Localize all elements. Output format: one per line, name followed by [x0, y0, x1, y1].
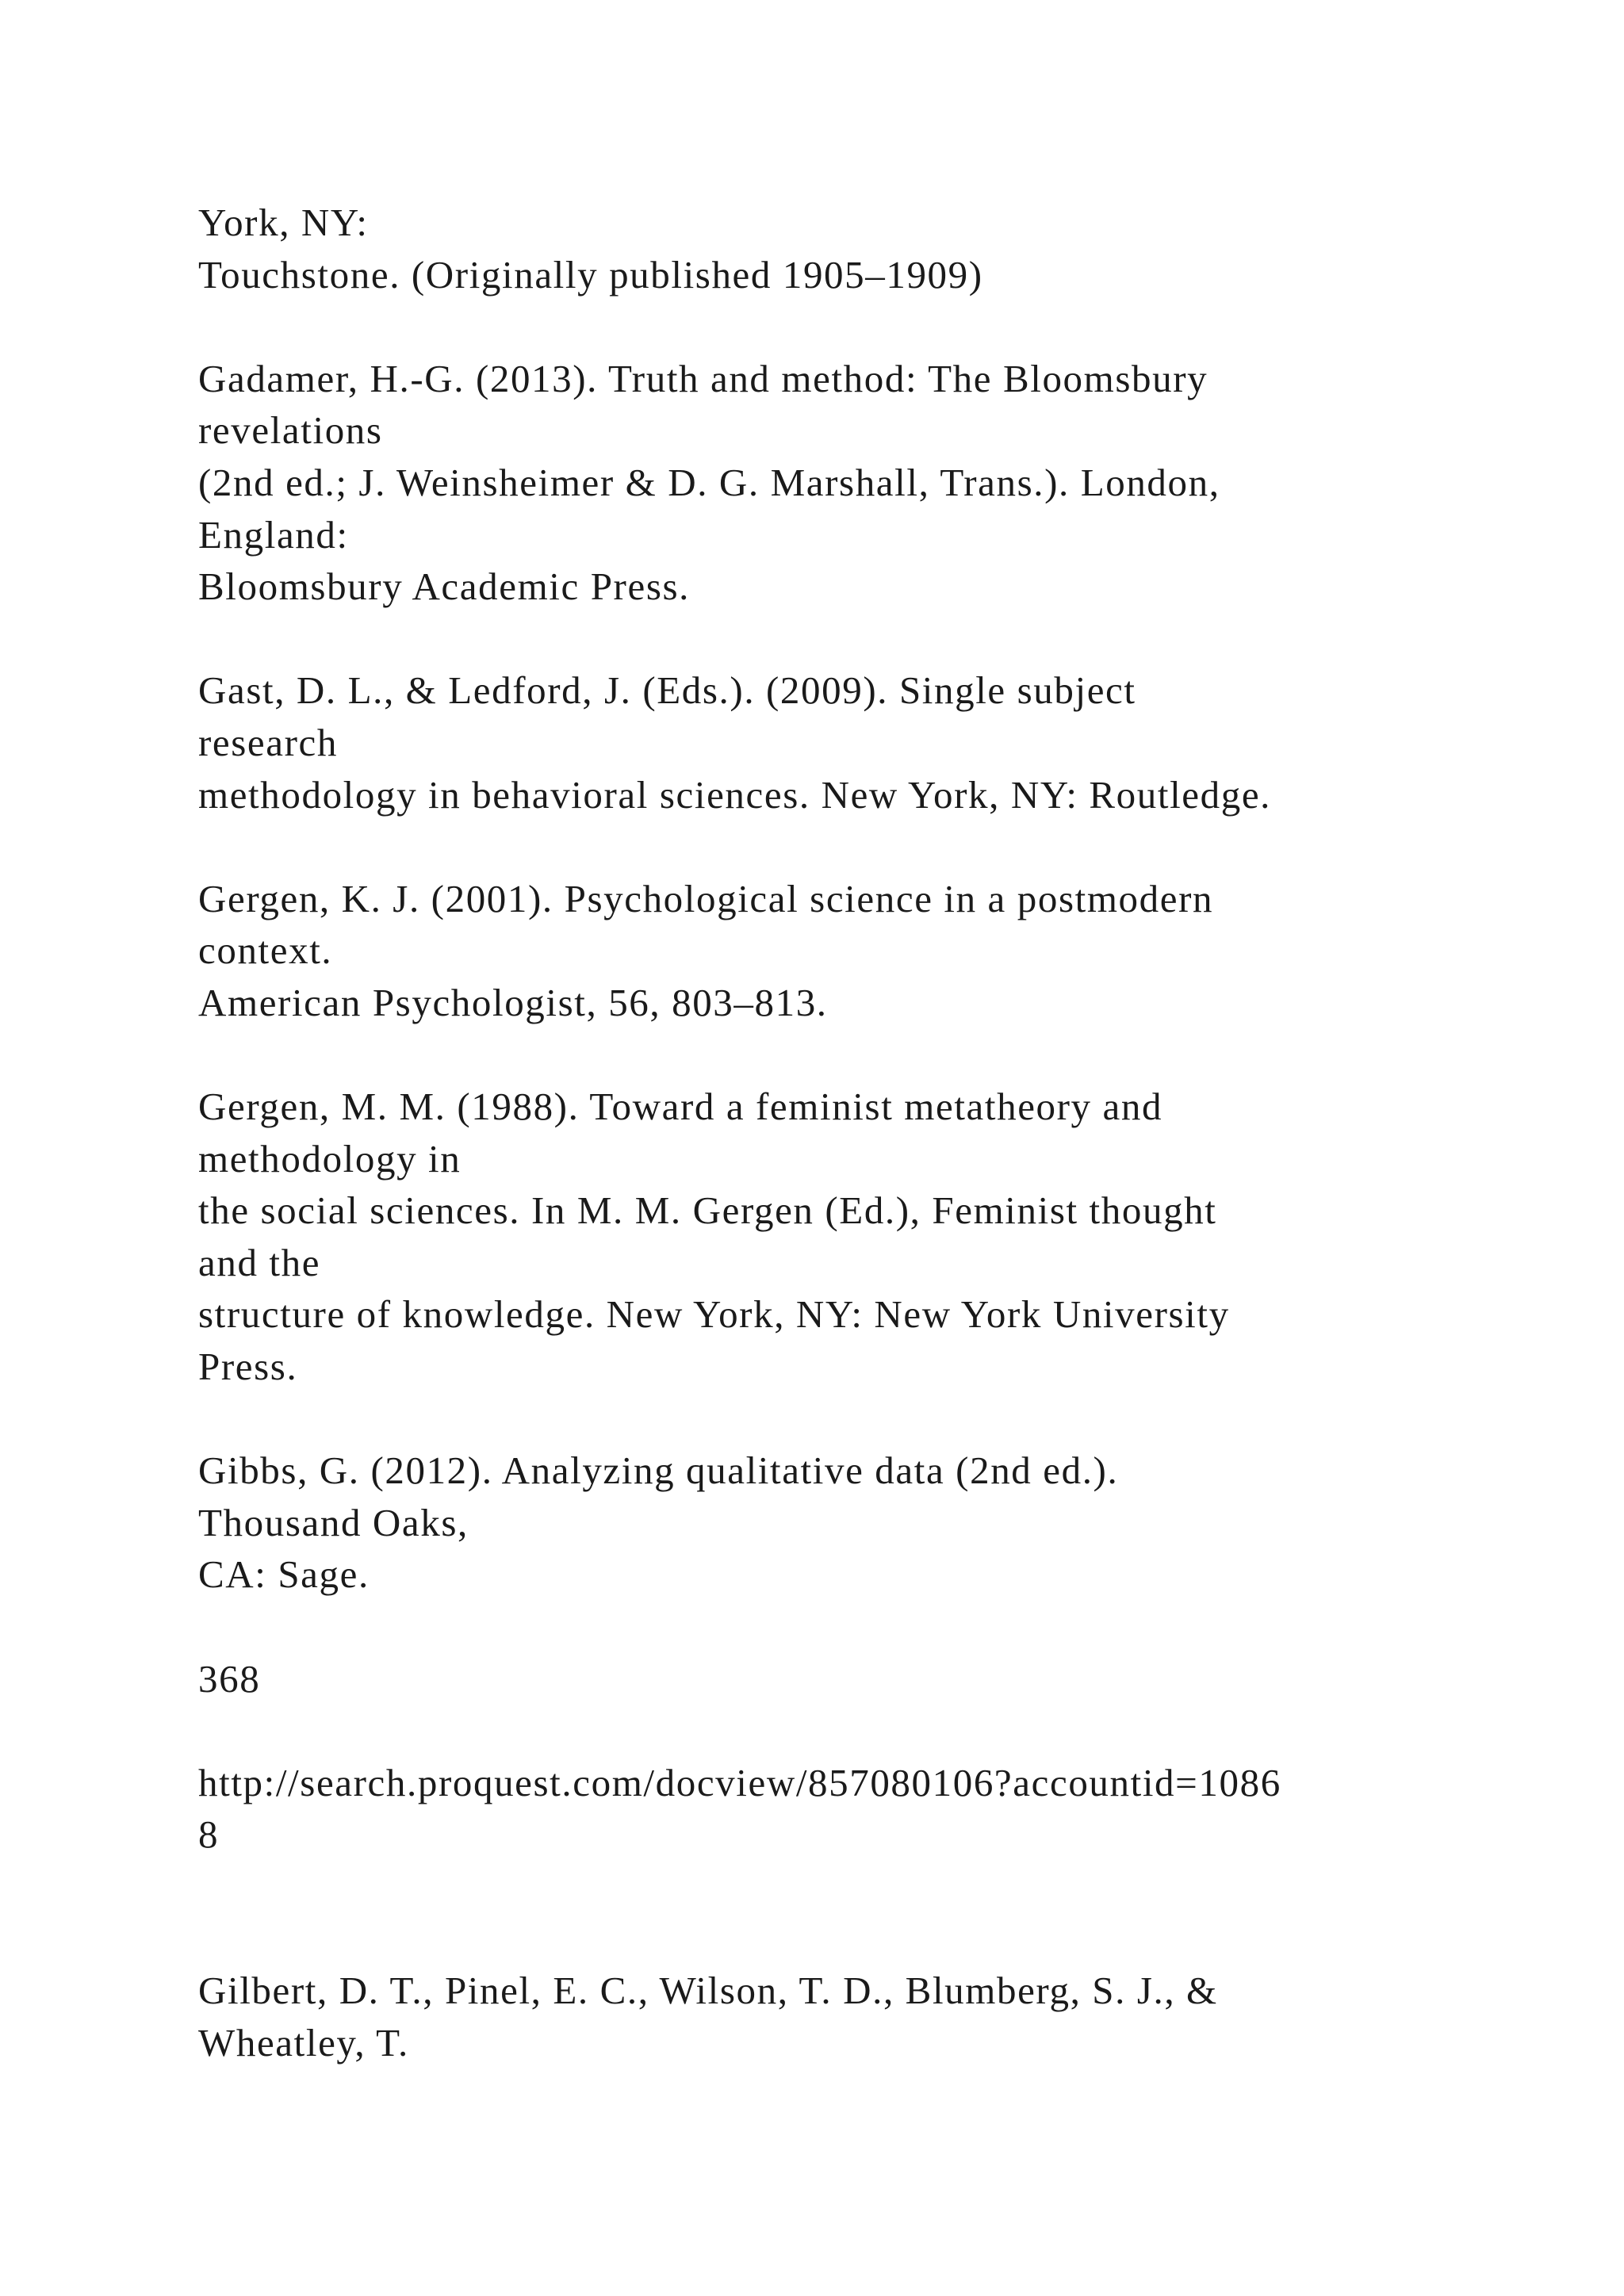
document-page [198, 197, 1546, 2068]
text-line: research [198, 720, 338, 764]
text-block [198, 1757, 1546, 1861]
text-line: CA: Sage. [198, 1552, 370, 1597]
blank-line [198, 1705, 1546, 1757]
blank-line [198, 1913, 1546, 1965]
text-line: Touchstone. (Originally published 1905–1909) [198, 252, 983, 297]
text-line: structure of knowledge. New York, NY: New York University [198, 1292, 1230, 1337]
text-block [198, 873, 1546, 1029]
text-line: (2nd ed.; J. Weinsheimer & D. G. Marshall, Trans.). London, [198, 460, 1220, 504]
text-line: revelations [198, 408, 383, 453]
text-block [198, 353, 1546, 613]
text-block [198, 1965, 1546, 2068]
text-block [198, 197, 1546, 300]
text-block [198, 1653, 1546, 1705]
text-line: 8 [198, 1812, 220, 1857]
text-block [198, 1081, 1546, 1393]
text-line: Gibbs, G. (2012). Analyzing qualitative data (2nd ed.). [198, 1448, 1119, 1493]
blank-line [198, 1861, 1546, 1913]
text-line: methodology in behavioral sciences. New York, NY: Routledge. [198, 772, 1272, 817]
text-line: Gast, D. L., & Ledford, J. (Eds.). (2009). Single subject [198, 668, 1136, 713]
text-line: Gilbert, D. T., Pinel, E. C., Wilson, T. D., Blumberg, S. J., & [198, 1969, 1218, 2013]
text-line: York, NY: [198, 201, 369, 244]
text-line: http://search.proquest.com/docview/857080106?accountid=1086 [198, 1760, 1281, 1804]
text-line: American Psychologist, 56, 803–813. [198, 980, 828, 1024]
text-line: Bloomsbury Academic Press. [198, 564, 691, 609]
text-block [198, 664, 1546, 821]
text-line: 368 [198, 1656, 261, 1701]
blank-line [198, 300, 1546, 353]
blank-line [198, 1029, 1546, 1081]
text-line: Press. [198, 1345, 298, 1389]
blank-line [198, 1601, 1546, 1653]
text-line: England: [198, 512, 349, 557]
text-line: context. [198, 928, 333, 973]
blank-line [198, 821, 1546, 873]
text-line: and the [198, 1240, 321, 1284]
text-line: Gergen, M. M. (1988). Toward a feminist metatheory and [198, 1085, 1163, 1129]
text-line: Thousand Oaks, [198, 1500, 469, 1544]
text-line: the social sciences. In M. M. Gergen (Ed.), Feminist thought [198, 1188, 1217, 1233]
text-line: Wheatley, T. [198, 2020, 409, 2064]
text-line: Gergen, K. J. (2001). Psychological science in a postmodern [198, 876, 1214, 920]
blank-line [198, 1393, 1546, 1445]
text-line: Gadamer, H.-G. (2013). Truth and method: The Bloomsbury [198, 356, 1208, 400]
text-line: methodology in [198, 1136, 462, 1181]
blank-line [198, 613, 1546, 665]
text-block [198, 1445, 1546, 1601]
